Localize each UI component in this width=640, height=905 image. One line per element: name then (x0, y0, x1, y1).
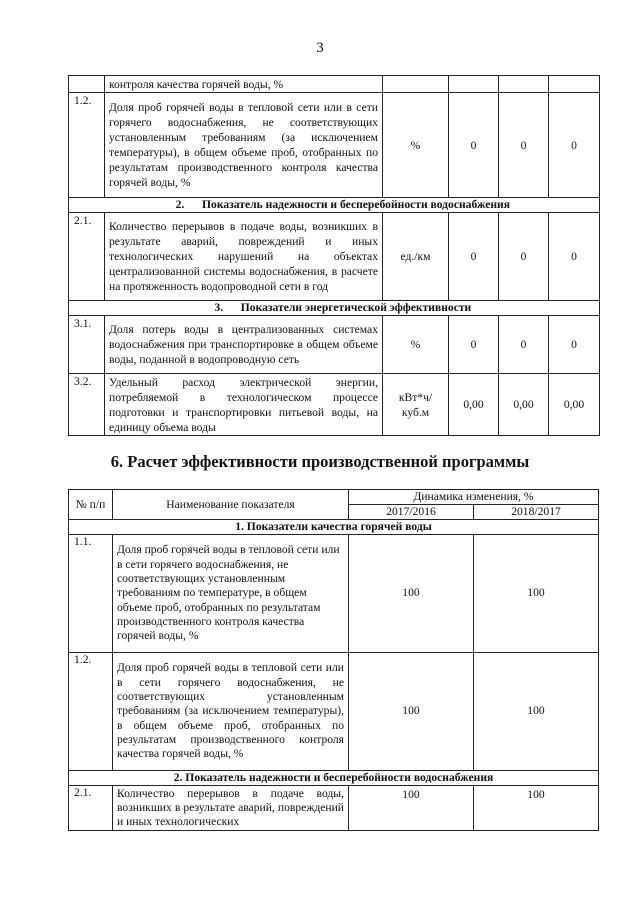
table-row (69, 653, 599, 771)
section-row (69, 198, 600, 213)
value-cell: 100 (349, 535, 474, 653)
table-row (69, 786, 599, 831)
value-cell: 0 (449, 93, 499, 198)
unit-cell: ед./км (383, 213, 449, 301)
table-row (69, 316, 600, 374)
indicator-name: Доля проб горячей воды в тепловой сети или в сети горячего водоснабжения, не соответствующих установленным требованиям по температуре, в общем объеме проб, отобранных по результатам производственного контроля качества горячей воды, % (113, 535, 349, 653)
section-heading: 6. Расчет эффективности производственной программы (110, 452, 530, 471)
indicators-table (68, 75, 600, 436)
header-row (69, 490, 599, 505)
unit-cell: кВт*ч/ куб.м (383, 374, 449, 436)
section-number: 2. (175, 198, 185, 211)
value-cell: 0 (499, 213, 549, 301)
indicator-name: Количество перерывов в подаче воды, возникших в результате аварий, повреждений и иных технологических нарушений на объектах централизованной системы водоснабжения, в расчете на протяженность водопроводной сети в год (105, 213, 383, 301)
value-cell: 0 (549, 213, 600, 301)
table-row (69, 213, 600, 301)
value-cell: 0,00 (549, 374, 600, 436)
section-number: 3. (214, 301, 224, 314)
value-cell: 0 (549, 93, 600, 198)
header-number: № п/п (69, 490, 113, 520)
header-year: 2017/2016 (349, 505, 474, 520)
value-cell: 0,00 (449, 374, 499, 436)
value-cell: 100 (349, 653, 474, 771)
value-cell: 0 (549, 316, 600, 374)
header-dynamics: Динамика изменения, % (349, 490, 599, 505)
page-number: 3 (316, 40, 324, 56)
section-title: Показатель надежности и бесперебойности водоснабжения (202, 198, 510, 211)
row-number: 3.2. (69, 374, 105, 436)
indicator-name: Количество перерывов в подаче воды, возникших в результате аварий, повреждений и иных технологических (113, 786, 349, 831)
row-number: 1.1. (69, 535, 113, 653)
row-number: 3.1. (69, 316, 105, 374)
value-cell: 100 (474, 653, 599, 771)
table-row (69, 374, 600, 436)
value-cell: 0,00 (499, 374, 549, 436)
indicator-name: контроля качества горячей воды, % (105, 76, 383, 93)
section-row (69, 771, 599, 786)
indicator-name: Доля проб горячей воды в тепловой сети или в сети горячего водоснабжения, не соответствующих установленным требованиям (за исключением температуры), в общем объеме проб, отобранных по результатам производственного контроля качества горячей воды, % (105, 93, 383, 198)
header-year: 2018/2017 (474, 505, 599, 520)
row-number: 1.2. (69, 653, 113, 771)
value-cell: 0 (449, 316, 499, 374)
section-title: 1. Показатели качества горячей воды (69, 520, 599, 535)
row-number: 2.1. (69, 786, 113, 831)
section-title: 2. Показатель надежности и бесперебойности водоснабжения (69, 771, 599, 786)
section-title: Показатели энергетической эффективности (240, 301, 472, 314)
table-row (69, 76, 600, 93)
indicator-name: Доля проб горячей воды в тепловой сети или в сети горячего водоснабжения, не соответствующих установленным требованиям (за исключением температуры), в общем объеме проб, отобранных по результатам производственного контроля качества горячей воды, % (113, 653, 349, 771)
value-cell: 0 (499, 93, 549, 198)
efficiency-table (68, 489, 599, 831)
header-indicator-name: Наименование показателя (113, 490, 349, 520)
value-cell: 0 (499, 316, 549, 374)
unit-cell: % (383, 316, 449, 374)
value-cell: 100 (474, 535, 599, 653)
row-number (69, 76, 105, 93)
table-row (69, 535, 599, 653)
row-number: 1.2. (69, 93, 105, 198)
row-number: 2.1. (69, 213, 105, 301)
table-row (69, 93, 600, 198)
section-row (69, 520, 599, 535)
value-cell: 100 (349, 786, 474, 831)
value-cell: 0 (449, 213, 499, 301)
unit-cell: % (383, 93, 449, 198)
value-cell: 100 (474, 786, 599, 831)
indicator-name: Удельный расход электрической энергии, потребляемой в технологическом процессе подготовки и транспортировки питьевой воды, на единицу объема воды (105, 374, 383, 436)
indicator-name: Доля потерь воды в централизованных системах водоснабжения при транспортировке в общем объеме воды, поданной в водопроводную сеть (105, 316, 383, 374)
section-row (69, 301, 600, 316)
